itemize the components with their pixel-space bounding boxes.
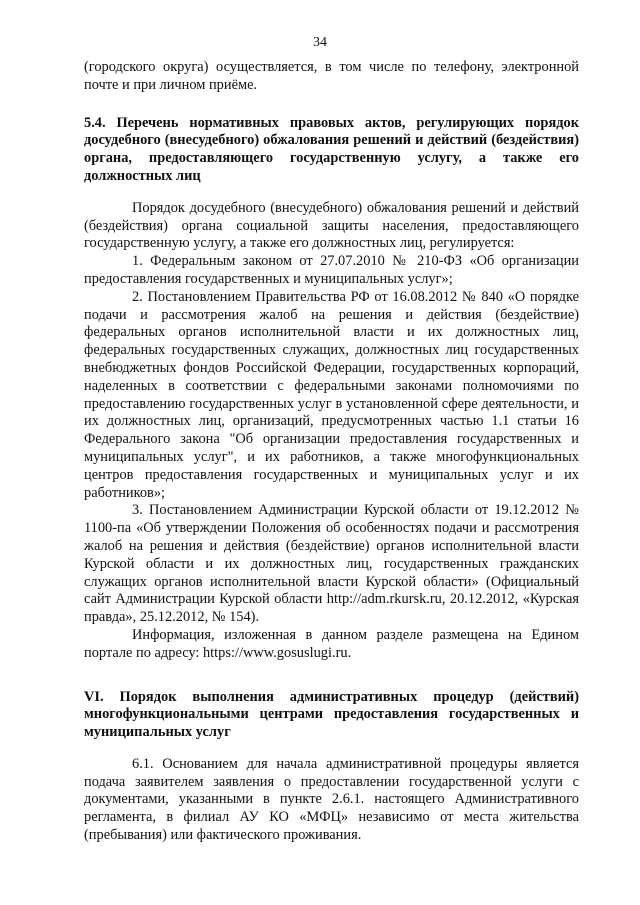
section-6 <box>84 689 579 845</box>
section-6-paragraph: 6.1. Основанием для начала административной процедуры является подача заявителем заявления о предоставлении государственной услуги с документами, указанными в пункте 2.6.1. настоящего Административного регламента, в филиал АУ КО «МФЦ» независимо от места жительства (пребывания) или фактического проживания. <box>84 755 579 844</box>
section-5-4-info-paragraph: Информация, изложенная в данном разделе размещена на Едином портале по адресу: https://www.gosuslugi.ru. <box>84 626 579 661</box>
section-5-4-heading: 5.4. Перечень нормативных правовых актов, регулирующих порядок досудебного (внесудебного) обжалования решений и действий (бездействия) органа, предоставляющего государственную услугу, а также его должностных лиц <box>84 114 579 184</box>
section-5-4-item-1: 1. Федеральным законом от 27.07.2010 № 210-ФЗ «Об организации предоставления государственных и муниципальных услуг»; <box>84 253 579 287</box>
section-5-4 <box>84 115 579 663</box>
section-5-4-item-2: 2. Постановлением Правительства РФ от 16.08.2012 № 840 «О порядке подачи и рассмотрения жалоб на решения и действия (бездействие) федеральных органов исполнительной власти и их должностных лиц, федеральных государственных служащих, должностных лиц государственных внебюджетных фондов Российской Федерации, государственных корпораций, наделенных в соответствии с федеральными законами полномочиями по предоставлению государственных услуг в установленной сфере деятельности, и их должностных лиц, организаций, предусмотренных частью 1.1 статьи 16 Федерального закона "Об организации предоставления государственных и муниципальных услуг", и их работников, а также многофункциональных центров предоставления государственных и муниципальных услуг и их работников»; <box>84 288 579 501</box>
section-6-heading: VI. Порядок выполнения административных процедур (действий) многофункциональными центрами предоставления государственных и муниципальных услуг <box>84 688 579 741</box>
document-body <box>84 59 579 845</box>
intro-paragraph: (городского округа) осуществляется, в том числе по телефону, электронной почте и при личном приёме. <box>84 59 579 93</box>
section-5-4-item-3: 3. Постановлением Администрации Курской области от 19.12.2012 № 1100-па «Об утверждении Положения об особенностях подачи и рассмотрения жалоб на решения и действия (бездействие) органов исполнительной власти Курской области и их должностных лиц, государственных гражданских служащих органов исполнительной власти Курской области» (Официальный сайт Администрации Курской области http://adm.rkursk.ru, 20.12.2012, «Курская правда», 25.12.2012, № 154). <box>84 502 579 626</box>
page-number: 34 <box>313 35 327 50</box>
section-5-4-paragraph: Порядок досудебного (внесудебного) обжалования решений и действий (бездействия) органа социальной защиты населения, предоставляющего государственную услугу, а также его должностных лиц, регулируется: <box>84 199 579 252</box>
